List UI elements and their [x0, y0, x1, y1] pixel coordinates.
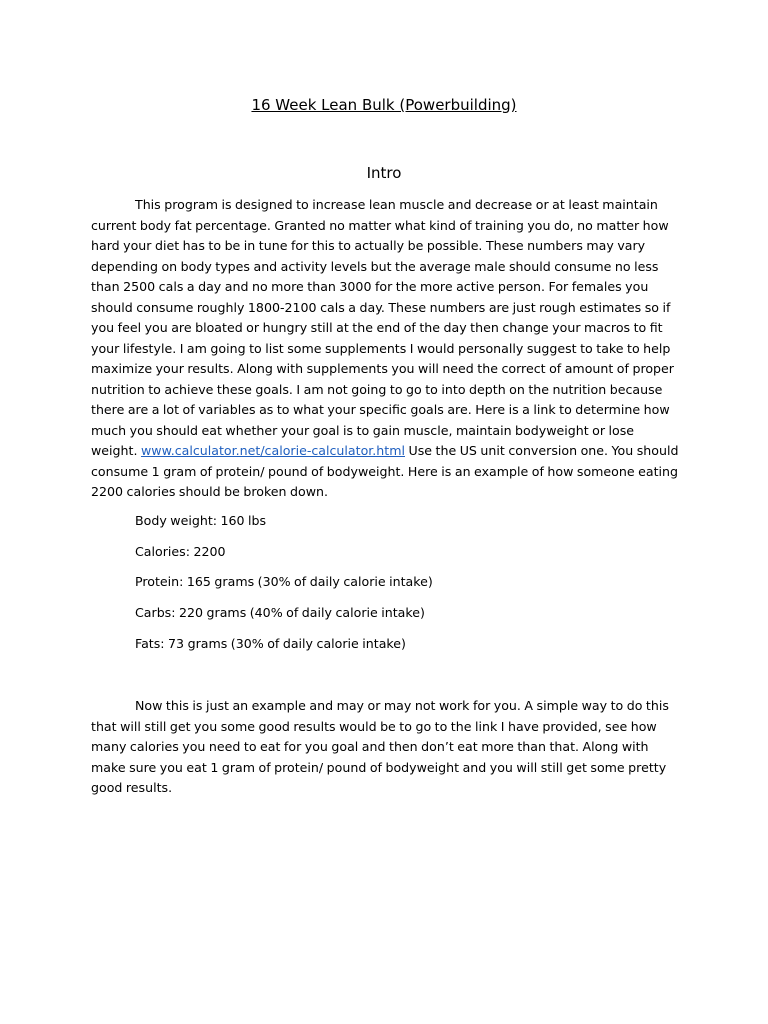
stat-calories: Calories: 2200 — [135, 543, 226, 559]
closing-paragraph: Now this is just an example and may or may not work for you. A simple way to do this that will still get you some good results would be to go to the link I have provided, see how many calories you need to eat for you goal and then don’t eat more than that. Along with make sure you eat 1 gram of protein/ pound of bodyweight and you will still get some pretty good results. — [91, 698, 669, 795]
stat-body-weight: Body weight: 160 lbs — [135, 513, 267, 528]
document-title: 16 Week Lean Bulk (Powerbuilding) — [251, 96, 517, 114]
section-heading-intro: Intro — [366, 164, 402, 182]
intro-text-after-link: Use the US unit conversion one. You should consume 1 gram of protein/ pound of bodyweight. Here is an example of how someone eating 2200 calories should be broken down. — [91, 443, 679, 499]
stat-fats: Fats: 73 grams (30% of daily calorie intake) — [135, 635, 406, 651]
stat-carbs: Carbs: 220 grams (40% of daily calorie intake) — [135, 605, 425, 621]
example-macro-list — [135, 511, 433, 664]
intro-text-before-link: This program is designed to increase lean muscle and decrease or at least maintain current body fat percentage. Granted no matter what kind of training you do, no matter how hard your diet has to be in tune for this to actually be possible. These numbers may vary depending on body types and activity levels but the average male should consume no less than 2500 cals a day and no more than 3000 for the more active person. For females you should consume roughly 1800-2100 cals a day. These numbers are just rough estimates so if you feel you are bloated or hungry still at the end of the day then change your macros to fit your lifestyle. I am going to list some supplements I would personally suggest to take to help maximize your results. Along with supplements you will need the correct of amount of proper nutrition to achieve these goals. I am not going to go to into depth on the nutrition because there are a lot of variables as to what your specific goals are. Here is a link to determine how much you should eat whether your goal is to gain muscle, maintain bodyweight or lose weight. — [91, 197, 674, 458]
stat-protein: Protein: 165 grams (30% of daily calorie intake) — [135, 574, 433, 590]
intro-paragraph — [91, 195, 681, 503]
calorie-calculator-link[interactable]: www.calculator.net/calorie-calculator.html — [140, 443, 405, 458]
